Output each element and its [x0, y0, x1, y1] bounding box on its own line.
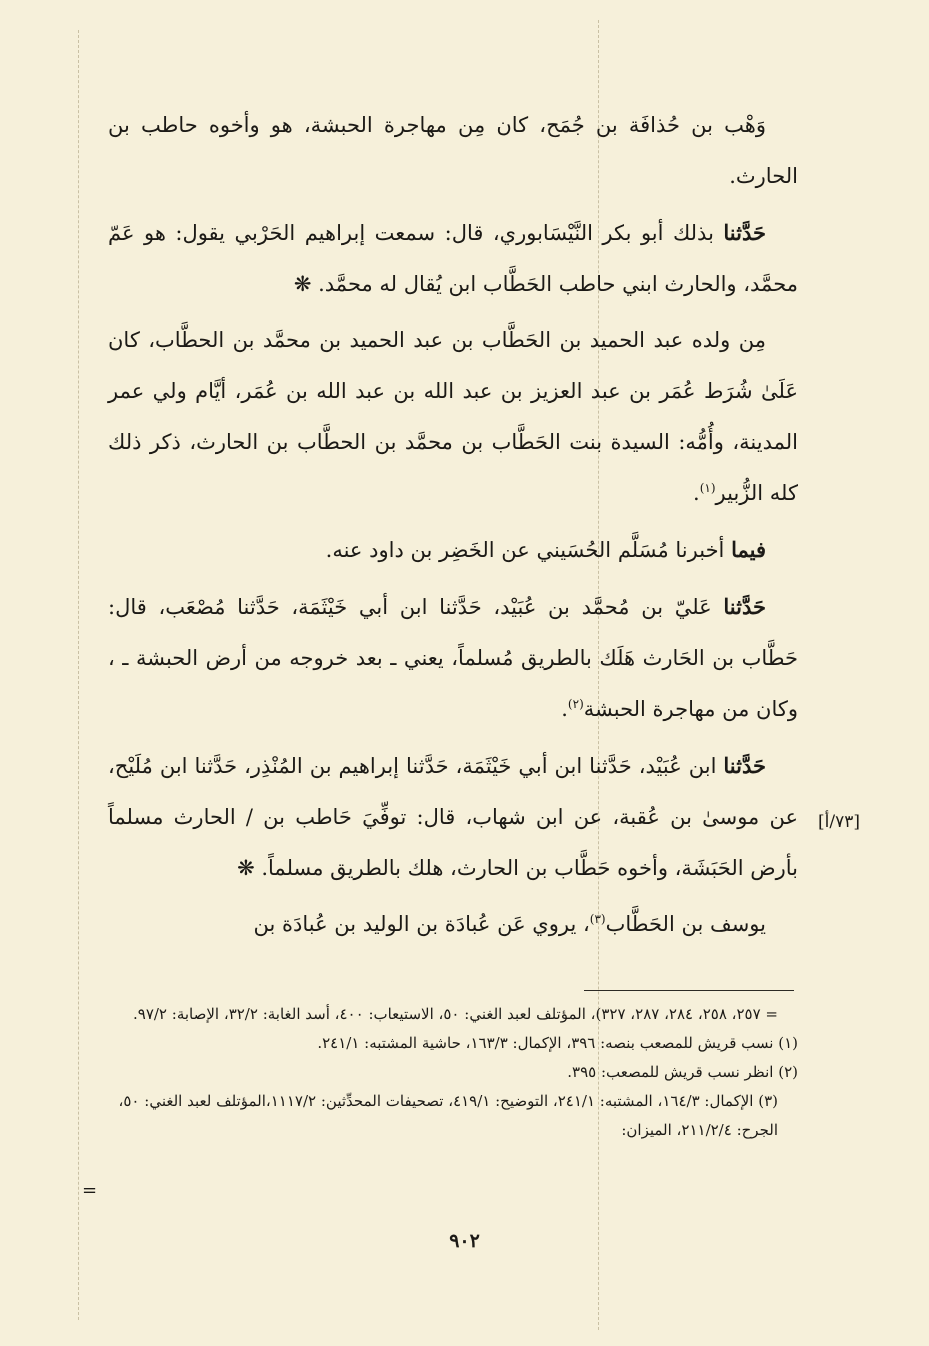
- main-text: [108, 100, 798, 950]
- folio-marker: [٧٣/أ]: [818, 812, 860, 832]
- paragraph-text: .: [561, 697, 568, 721]
- footnote-2: (٢) انظر نسب قريش للمصعب: ٣٩٥.: [567, 1063, 798, 1081]
- paragraph-text: أخبرنا مُسَلَّم الحُسَيني عن الخَضِر بن داود عنه.: [325, 538, 725, 562]
- continuation-mark: =: [82, 1180, 98, 1201]
- lead-word: حَدَّثنا: [723, 594, 766, 619]
- footnote-3: (٣) الإكمال: ١٦٤/٣، المشتبه: ٢٤١/١، التوضيح: ٤١٩/١، تصحيفات المحدِّثين: ١١١٧/٢،المؤتلف لعبد الغني: ٥٠، الجرح: ٢١١/٢/٤، الميزان:: [118, 1092, 778, 1139]
- paragraph: [108, 581, 798, 735]
- paragraph: [108, 207, 798, 310]
- paragraph: [108, 315, 798, 519]
- paragraph: [108, 899, 798, 950]
- paragraph-text: ابن عُبَيْد، حَدَّثنا ابن أبي خَيْثَمَة، حَدَّثنا إبراهيم بن المُنْذِر، حَدَّثنا ابن مُلَيْح، عن موسىٰ بن عُقبة، عن ابن شهاب، قال: توفِّيَ حَاطب بن / الحارث مسلماً بأرض الحَبَشَة، وأخوه حَطَّاب بن الحارث، هلك بالطريق مسلماً. ❋: [108, 754, 798, 880]
- footnote-ref[interactable]: (٢): [567, 697, 584, 711]
- lead-word: حَدَّثنا: [723, 753, 766, 778]
- paragraph-text: .: [693, 481, 700, 505]
- paragraph-text: عَليّ بن مُحمَّد بن عُبَيْد، حَدَّثنا ابن أبي خَيْثَمَة، حَدَّثنا مُصْعَب، قال: حَطَّاب بن الحَارث هَلَك بالطريق مُسلماً، يعني ـ بعد خروجه من أرض الحبشة ـ ، وكان من مهاجرة الحبشة: [108, 595, 798, 721]
- paragraph: [108, 524, 798, 576]
- paragraph-text: بذلك أبو بكر النَّيْسَابوري، قال: سمعت إبراهيم الحَرْبي يقول: هو عَمّ محمَّد، والحارث ابني حاطب الحَطَّاب ابن يُقال له محمَّد. ❋: [108, 221, 798, 296]
- page-number: ٩٠٢: [449, 1230, 480, 1252]
- scan-guide-line: [78, 30, 79, 1320]
- lead-word: فيما: [731, 537, 766, 562]
- paragraph: [108, 100, 798, 202]
- footnote-1: (١) نسب قريش للمصعب بنصه: ٣٩٦، الإكمال: ١٦٣/٣، حاشية المشتبه: ٢٤١/١.: [317, 1034, 798, 1052]
- footnotes: [108, 1000, 798, 1145]
- paragraph-text: مِن ولده عبد الحميد بن الحَطَّاب بن عبد الحميد بن محمَّد بن الحطَّاب، كان عَلَىٰ شُرَط عُمَر بن عبد العزيز بن عبد الله بن عبد الله بن عُمَر، أيَّام ولي عمر المدينة، وأُمُّه: السيدة بنت الحَطَّاب بن محمَّد بن الحطَّاب بن الحارث، ذكر ذلك كله الزُّبير: [108, 328, 798, 505]
- footnote-ref[interactable]: (٣): [589, 912, 606, 926]
- footnote-rule: [584, 990, 794, 991]
- footnote-continuation: = ٢٥٧، ٢٥٨، ٢٨٤، ٢٨٧، ٣٢٧)، المؤتلف لعبد الغني: ٥٠، الاستيعاب: ٤٠٠، أسد الغابة: ٣٢/٢، الإصابة: ٩٧/٢.: [132, 1005, 778, 1023]
- footnote-ref[interactable]: (١): [699, 481, 716, 495]
- paragraph-text: وَهْب بن حُذافَة بن جُمَح، كان مِن مهاجرة الحبشة، هو وأخوه حاطب بن الحارث.: [108, 113, 798, 188]
- paragraph-text: يوسف بن الحَطَّاب: [605, 912, 766, 936]
- lead-word: حَدَّثنا: [723, 220, 766, 245]
- paragraph: [108, 740, 798, 894]
- paragraph-text: ، يروي عَن عُبادَة بن الوليد بن عُبادَة بن: [253, 912, 590, 936]
